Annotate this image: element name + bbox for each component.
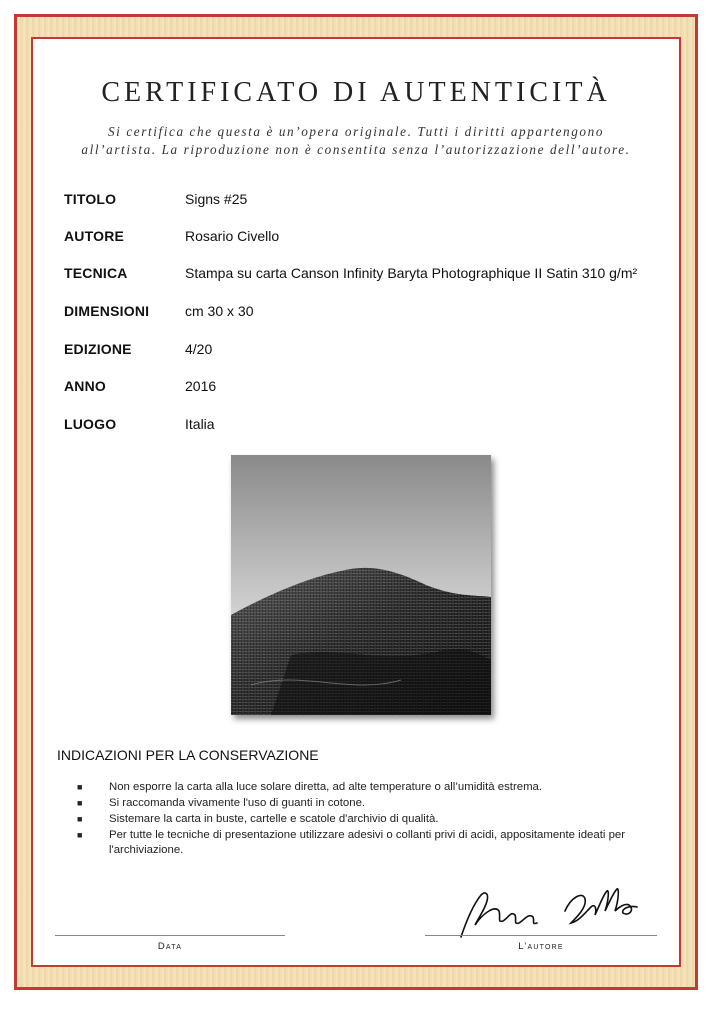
list-item bbox=[77, 796, 667, 811]
square-bullet-icon: ■ bbox=[77, 814, 83, 824]
list-item bbox=[77, 780, 667, 795]
conservation-item-text: Sistemare la carta in buste, cartelle e scatole d'archivio di qualità. bbox=[109, 813, 439, 825]
certificate-intro bbox=[61, 123, 651, 159]
conservation-title: INDICAZIONI PER LA CONSERVAZIONE bbox=[57, 747, 319, 763]
author-signature-line bbox=[425, 935, 657, 936]
conservation-item-text: Si raccomanda vivamente l'uso di guanti in cotone. bbox=[109, 797, 366, 809]
conservation-list bbox=[77, 780, 667, 859]
author-label: L’autore bbox=[518, 941, 564, 952]
field-label: LUOGO bbox=[64, 416, 117, 432]
list-item bbox=[77, 812, 667, 827]
conservation-item-text: Per tutte le tecniche di presentazione utilizzare adesivi o collanti privi di acidi, appositamente ideati per l'archiviazione. bbox=[109, 829, 626, 856]
field-value: 4/20 bbox=[185, 341, 213, 357]
artwork-photo bbox=[231, 455, 491, 715]
conservation-item-text: Non esporre la carta alla luce solare diretta, ad alte temperature o all’umidità estrema. bbox=[109, 781, 543, 793]
intro-line-2: all’artista. La riproduzione non è consentita senza l’autorizzazione dell’autore. bbox=[81, 142, 631, 157]
field-value: cm 30 x 30 bbox=[185, 303, 254, 319]
field-label: TECNICA bbox=[64, 265, 128, 281]
field-value: Signs #25 bbox=[185, 191, 248, 207]
date-signature-line bbox=[55, 935, 285, 936]
field-value: Stampa su carta Canson Infinity Baryta Photographique II Satin 310 g/m² bbox=[185, 265, 638, 281]
intro-line-1: Si certifica che questa è un’opera originale. Tutti i diritti appartengono bbox=[107, 124, 605, 139]
field-value: 2016 bbox=[185, 378, 217, 394]
field-label: DIMENSIONI bbox=[64, 303, 150, 319]
square-bullet-icon: ■ bbox=[77, 798, 83, 808]
field-label: ANNO bbox=[64, 378, 107, 394]
field-label: TITOLO bbox=[64, 191, 117, 207]
square-bullet-icon: ■ bbox=[77, 830, 83, 840]
date-label: Data bbox=[157, 941, 183, 952]
field-value: Rosario Civello bbox=[185, 228, 280, 244]
square-bullet-icon: ■ bbox=[77, 782, 83, 792]
certificate-frame bbox=[14, 14, 698, 990]
author-signature bbox=[453, 877, 653, 947]
certificate-page bbox=[31, 37, 681, 967]
field-label: EDIZIONE bbox=[64, 341, 132, 357]
list-item bbox=[77, 828, 667, 858]
field-label: AUTORE bbox=[64, 228, 125, 244]
certificate-title: CERTIFICATO DI AUTENTICITÀ bbox=[101, 77, 611, 108]
field-value: Italia bbox=[185, 416, 215, 432]
